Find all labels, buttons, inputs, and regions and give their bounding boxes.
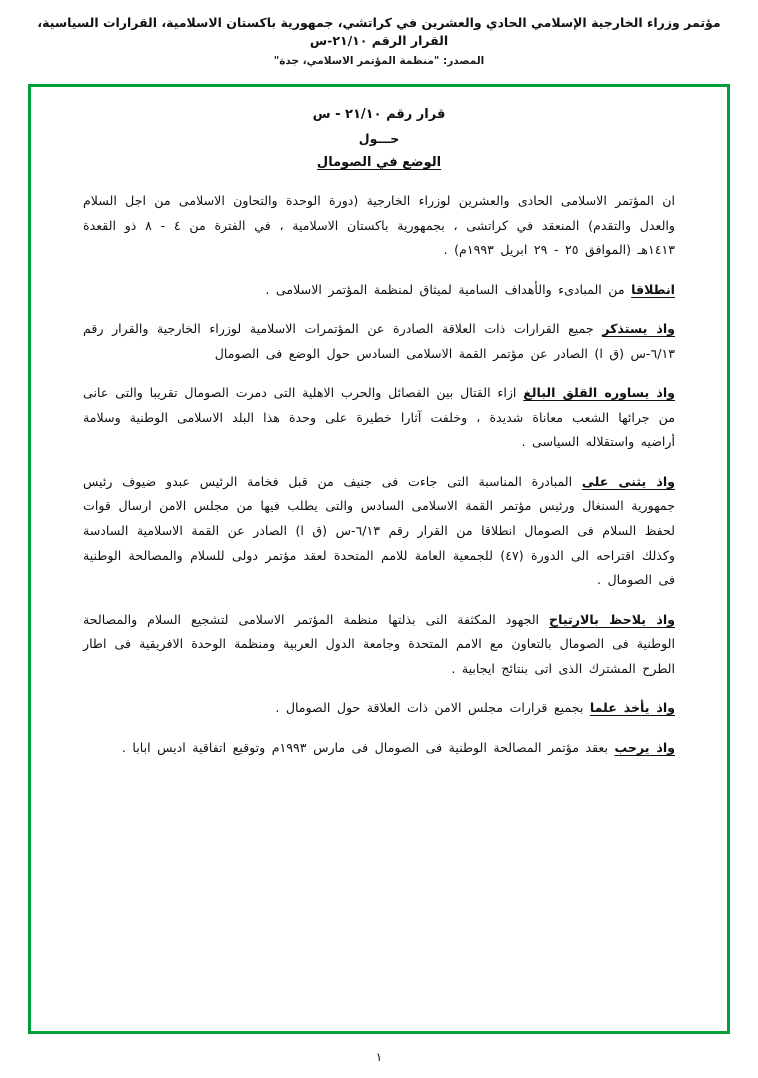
paragraph-text: من المبادىء والأهداف السامية لميثاق لمنظمة المؤتمر الاسلامى . xyxy=(265,281,632,297)
paragraph-lead: واذ يثنى على xyxy=(581,473,675,489)
paragraph xyxy=(83,696,675,721)
document-header xyxy=(0,0,758,67)
paragraph xyxy=(83,608,675,682)
paragraph-text: ازاء القتال بين الفصائل والحرب الاهلية التى دمرت الصومال تقريبا والتى عانى من جرائها الشعب معاناة شديدة ، وخلفت آثارا خطيرة على وحدة هذا البلد الاسلامى الوطنية وسلامة أراضيه واستقلاله السياسى . xyxy=(83,385,675,450)
paragraph-text: الجهود المكثفة التى بذلتها منظمة المؤتمر الاسلامى لتشجيع السلام والمصالحة الوطنية فى الصومال بالتعاون مع الامم المتحدة وجامعة الدول العربية ومنظمة الوحدة الافريقية فى اطار الطرح المشترك الذى اتى بنتائج ايجابية . xyxy=(83,611,675,676)
paragraph-lead: واذ يرحب xyxy=(614,739,675,755)
resolution-number: قرار رقم ٢١/١٠ - س xyxy=(312,107,446,122)
paragraph xyxy=(83,470,675,593)
paragraph-lead: واذ يستذكر xyxy=(602,321,675,337)
paragraph-lead: واذ يلاحظ بالارتياح xyxy=(549,611,675,627)
header-title-line: مؤتمر وزراء الخارجية الإسلامي الحادي والعشرين في كراتشي، جمهورية باكستان الاسلامية، القرارات السياسية، القرار الرقم ٢١/١٠-س xyxy=(37,15,721,49)
paragraph-lead: واذ يساوره القلق البالغ xyxy=(523,385,675,401)
paragraph-text: بجميع قرارات مجلس الامن ذات العلاقة حول الصومال . xyxy=(275,700,590,716)
paragraph-text: المبادرة المناسبة التى جاءت فى جنيف من قبل فخامة الرئيس عبدو ضيوف رئيس جمهورية السنغال ورئيس مؤتمر القمة الاسلامى السادس والتى يطلب فيها من مجلس الامن ارسال قوات لحفظ السلام فى الصومال انطلاقا من القرار رقم ٦/١٣-س (ق ا) الصادر عن القمة الاسلامية السادسة وكذلك اقتراحه الى الدورة (٤٧) للجمعية العامة للامم المتحدة لعقد مؤتمر دولى للسلام والمصالحة الوطنية فى الصومال . xyxy=(83,473,675,588)
paragraph-text: بعقد مؤتمر المصالحة الوطنية فى الصومال فى مارس ١٩٩٣م وتوقيع اتفاقية اديس ابابا . xyxy=(121,739,615,755)
paragraph xyxy=(83,317,675,366)
resolution-about-label: حـــول xyxy=(358,131,400,146)
paragraph xyxy=(83,189,675,263)
paragraph xyxy=(83,278,675,303)
paragraph xyxy=(83,736,675,761)
page-number: ١ xyxy=(375,1050,383,1064)
paragraph-lead: واذ يأخذ علما xyxy=(589,700,675,716)
paragraph xyxy=(83,381,675,455)
document-body xyxy=(31,87,727,1031)
paragraph-text: ان المؤتمر الاسلامى الحادى والعشرين لوزراء الخارجية (دورة الوحدة والتحاون الاسلامى من اجل السلام والعدل والتقدم) المنعقد في كراتشى ، بجمهورية باكستان الاسلامية ، في الفترة من ٤ - ٨ ذو القعدة ١٤١٣هـ (الموافق ٢٥ - ٢٩ ابريل ١٩٩٣م) . xyxy=(83,193,676,258)
paragraph-text: جميع القرارات ذات العلاقة الصادرة عن المؤتمرات الاسلامية لوزراء الخارجية والقرار رقم ٦/١٣-س (ق ا) الصادر عن مؤتمر القمة الاسلامى السادس حول الوضع فى الصومال xyxy=(83,321,675,361)
header-source-line: المصدر: "منظمة المؤتمر الاسلامي، جدة" xyxy=(273,55,485,68)
green-border-frame xyxy=(28,84,730,1034)
paragraph-lead: انطلاقا xyxy=(631,281,675,297)
resolution-title: الوضع في الصومال xyxy=(316,155,442,170)
